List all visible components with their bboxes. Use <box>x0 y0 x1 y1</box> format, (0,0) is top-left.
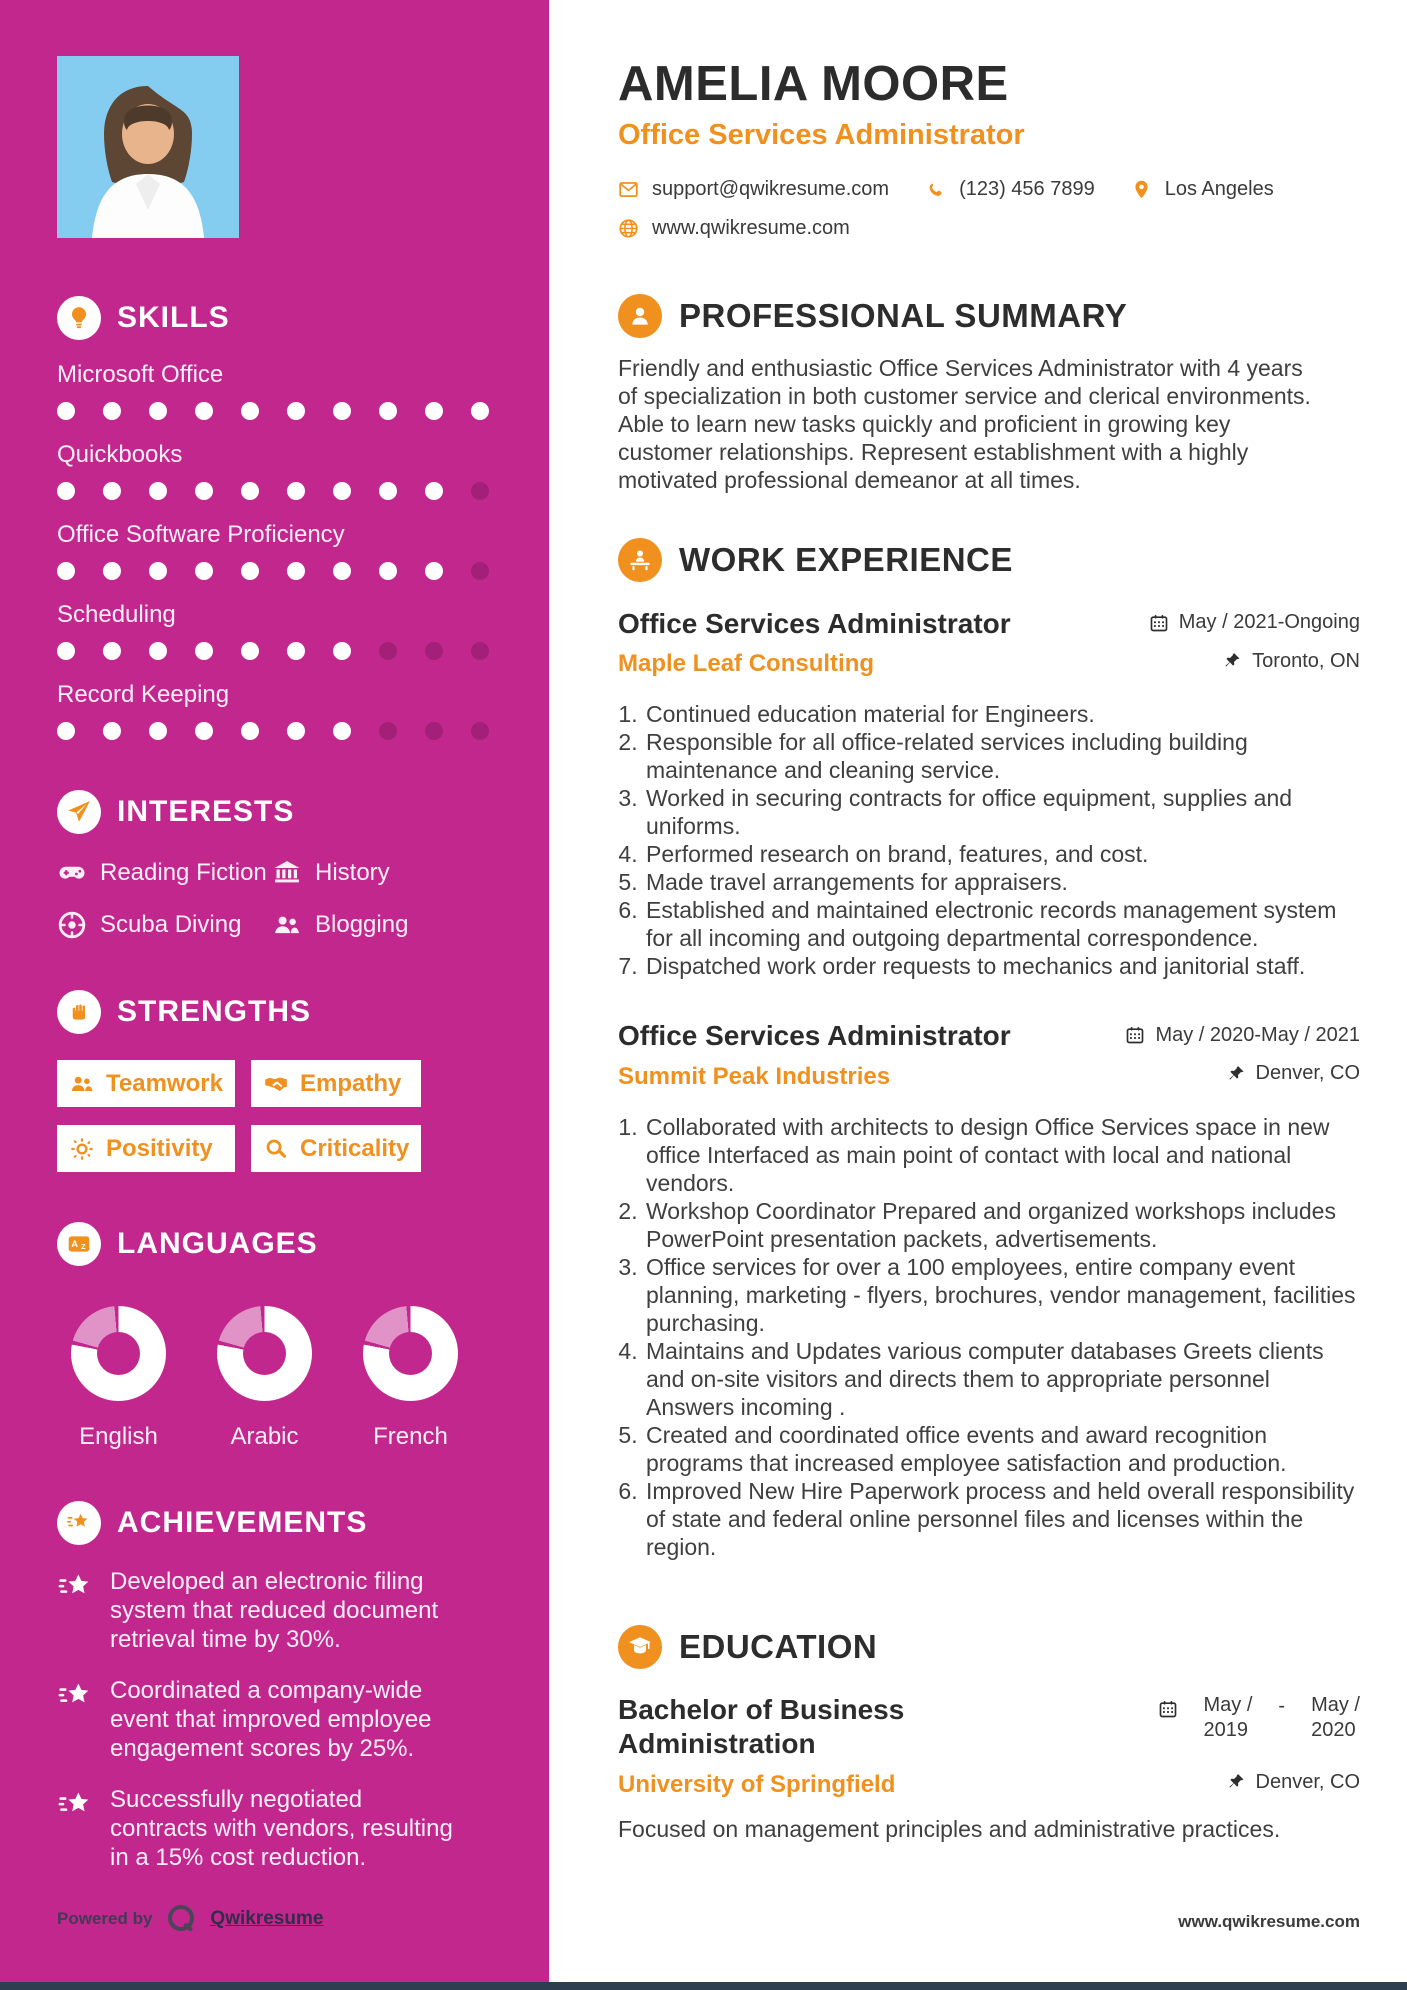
achievement-text: Developed an electronic filing system that reduced document retrieval time by 30%. <box>110 1568 439 1653</box>
summary-title: PROFESSIONAL SUMMARY <box>679 296 1128 334</box>
skill-dot-rating <box>57 562 499 580</box>
strengths-title: STRENGTHS <box>117 995 312 1028</box>
contact-value[interactable]: support@qwikresume.com <box>652 177 890 200</box>
svg-text:Z: Z <box>81 1242 86 1252</box>
person-job-title: Office Services Administrator <box>618 118 1025 151</box>
skills-title: SKILLS <box>117 301 230 334</box>
skill-dot-filled <box>287 722 305 740</box>
job-bullet: 3. Office services for over a 100 employees, entire company event planning, marketing - flyers, brochures, vendor management, facilities purchasing. <box>644 1253 1356 1337</box>
school-name: University of Springfield <box>618 1771 896 1799</box>
calendar-icon <box>1158 1699 1178 1719</box>
interests-section <box>57 790 499 940</box>
summary-header <box>618 294 1360 338</box>
interest-label: Reading Fiction <box>100 859 267 886</box>
job-bullet: 4. Performed research on brand, features, and cost. <box>644 840 1356 868</box>
globe-icon <box>618 218 639 239</box>
sun-icon <box>69 1136 95 1162</box>
strength-label: Criticality <box>300 1134 410 1162</box>
achievements-header <box>57 1501 499 1545</box>
job-bullet: 2. Responsible for all office-related services including building maintenance and cleaning service. <box>644 728 1356 784</box>
sidebar <box>0 0 549 1990</box>
skill-name: Microsoft Office <box>57 361 224 388</box>
skill-dot-filled <box>195 402 213 420</box>
language-label: French <box>373 1423 448 1450</box>
strength-label: Teamwork <box>106 1069 223 1097</box>
strength-box <box>251 1060 421 1107</box>
company-name: Summit Peak Industries <box>618 1062 891 1090</box>
skill-dot-filled <box>287 482 305 500</box>
donut-hole <box>389 1332 432 1375</box>
language-label: English <box>79 1423 158 1450</box>
main-content <box>549 0 1407 1990</box>
skill-dot-filled <box>241 642 259 660</box>
job-bullet: 4. Maintains and Updates various computer databases Greets clients and on-site visitors and directs them to appropriate personnel Answers incoming . <box>644 1337 1356 1421</box>
skill-dot-dim <box>425 722 443 740</box>
job-bullet: 6. Established and maintained electronic records management system for all incoming and outgoing departmental correspondence. <box>644 896 1356 952</box>
contact-value[interactable]: (123) 456 7899 <box>959 177 1095 200</box>
education-dates <box>1158 1693 1360 1761</box>
skill-dot-filled <box>103 482 121 500</box>
achievement-item <box>57 1785 499 1872</box>
skill-dot-rating <box>57 722 499 740</box>
skill-dot-dim <box>471 722 489 740</box>
skill-dot-filled <box>241 562 259 580</box>
skill-dot-filled <box>241 482 259 500</box>
skill-dot-filled <box>425 402 443 420</box>
education-start-date: May / 2019 <box>1203 1693 1253 1741</box>
work-title: WORK EXPERIENCE <box>679 540 1013 578</box>
language-item <box>363 1306 458 1451</box>
job-header-row <box>618 608 1360 640</box>
job-bullet: 3. Worked in securing contracts for office equipment, supplies and uniforms. <box>644 784 1356 840</box>
skill-dot-filled <box>195 642 213 660</box>
education-location: Denver, CO <box>1226 1771 1360 1794</box>
skill-dot-filled <box>57 482 75 500</box>
skill-dot-dim <box>471 642 489 660</box>
qwikresume-brand-link[interactable]: Qwikresume <box>210 1908 324 1929</box>
job-bullet: 6. Improved New Hire Paperwork process and held overall responsibility of state and federal online personnel files and licenses within the region. <box>644 1477 1356 1561</box>
language-donut-chart <box>363 1306 458 1401</box>
person-name: AMELIA MOORE <box>618 57 1009 111</box>
job-dates <box>1125 1024 1360 1047</box>
skill-dot-rating <box>57 482 499 500</box>
skill-dot-filled <box>425 562 443 580</box>
shooting-star-icon <box>57 1501 101 1545</box>
job-subheader-row <box>618 1062 1360 1091</box>
job-dates <box>1149 611 1360 634</box>
job-bullet: 5. Made travel arrangements for appraisers. <box>644 868 1356 896</box>
language-item <box>71 1306 166 1451</box>
translate-icon <box>57 1222 101 1266</box>
languages-header <box>57 1222 499 1266</box>
strengths-list <box>57 1060 499 1172</box>
education-title: EDUCATION <box>679 1627 878 1665</box>
education-school-row <box>618 1771 1360 1800</box>
pushpin-icon <box>1226 1772 1246 1792</box>
skill-dot-filled <box>103 722 121 740</box>
job-role: Office Services Administrator <box>618 1020 1011 1052</box>
job-entry <box>618 608 1360 981</box>
skill-dot-filled <box>57 402 75 420</box>
skill-dot-filled <box>287 402 305 420</box>
education-end-date: May / 2020 <box>1311 1693 1360 1741</box>
museum-icon <box>272 858 302 888</box>
skill-dot-filled <box>379 482 397 500</box>
interest-item <box>272 910 499 940</box>
skill-name: Record Keeping <box>57 681 230 708</box>
profile-photo-illustration <box>57 56 239 238</box>
education-note: Focused on management principles and administrative practices. <box>618 1816 1281 1843</box>
skill-dot-filled <box>149 642 167 660</box>
skill-dot-filled <box>103 562 121 580</box>
interest-item <box>57 910 272 940</box>
job-bullet-list <box>618 1113 1356 1561</box>
contact-item <box>618 217 850 240</box>
interests-title: INTERESTS <box>117 795 295 828</box>
languages-section <box>57 1222 499 1451</box>
job-bullet-list <box>618 700 1356 980</box>
star-white-icon <box>57 1567 95 1654</box>
handshake-icon <box>263 1071 289 1097</box>
job-location-text: Denver, CO <box>1255 1062 1360 1085</box>
star-white-icon <box>57 1676 95 1763</box>
achievement-item <box>57 1567 499 1654</box>
skill-item <box>57 601 499 660</box>
contact-row-1 <box>618 178 1360 201</box>
skill-dot-filled <box>57 722 75 740</box>
job-role: Office Services Administrator <box>618 607 1011 639</box>
job-bullet: 2. Workshop Coordinator Prepared and organized workshops includes PowerPoint presentation packets, advertisements. <box>644 1197 1356 1253</box>
interest-label: Blogging <box>315 911 409 938</box>
graduation-icon <box>618 1625 662 1669</box>
strength-label: Empathy <box>300 1069 402 1097</box>
gamepad-icon <box>57 858 87 888</box>
skill-dot-filled <box>195 562 213 580</box>
skill-item <box>57 521 499 580</box>
language-label: Arabic <box>230 1423 299 1450</box>
skill-item <box>57 361 499 420</box>
work-header <box>618 538 1360 582</box>
lightbulb-icon <box>57 296 101 340</box>
achievement-text: Successfully negotiated contracts with vendors, resulting in a 15% cost reduction. <box>110 1786 453 1871</box>
job-bullet: 5. Created and coordinated office events and award recognition programs that increased employee satisfaction and production. <box>644 1421 1356 1477</box>
job-location-text: Toronto, ON <box>1252 649 1360 672</box>
powered-by-label: Powered by <box>57 1909 153 1928</box>
language-item <box>217 1306 312 1451</box>
paper-plane-icon <box>57 790 101 834</box>
phone-icon <box>925 179 946 200</box>
achievements-list <box>57 1567 499 1872</box>
skill-dot-filled <box>149 402 167 420</box>
language-donut-chart <box>71 1306 166 1401</box>
pushpin-icon <box>1226 1064 1246 1084</box>
envelope-icon <box>618 179 639 200</box>
achievements-title: ACHIEVEMENTS <box>117 1506 368 1539</box>
star-white-icon <box>57 1785 95 1872</box>
strength-box <box>57 1125 235 1172</box>
strength-label: Positivity <box>106 1134 213 1162</box>
job-entry <box>618 1020 1360 1561</box>
interests-list <box>57 858 499 940</box>
achievements-section <box>57 1501 499 1872</box>
interests-header <box>57 790 499 834</box>
contact-value[interactable]: www.qwikresume.com <box>652 216 850 239</box>
job-subheader-row <box>618 650 1360 679</box>
donut-hole <box>243 1332 286 1375</box>
team-icon <box>69 1071 95 1097</box>
skill-dot-filled <box>287 562 305 580</box>
languages-title: LANGUAGES <box>117 1227 318 1260</box>
summary-text: Friendly and enthusiastic Office Services Administrator with 4 years of specialization in both customer service and clerical environments. Able to learn new tasks quickly and proficient in growing key customer relationships. Represent establishment with a highly motivated professional demeanor at all times. <box>618 354 1311 493</box>
strength-box <box>57 1060 235 1107</box>
ball-icon <box>57 910 87 940</box>
interest-item <box>57 858 272 888</box>
achievement-text: Coordinated a company-wide event that improved employee engagement scores by 25%. <box>110 1677 432 1762</box>
language-donut-chart <box>217 1306 312 1401</box>
summary-section <box>618 294 1360 494</box>
interest-label: History <box>315 859 390 886</box>
education-section <box>618 1625 1360 1844</box>
location-pin-icon <box>1131 179 1152 200</box>
skill-dot-filled <box>149 482 167 500</box>
strength-box <box>251 1125 421 1172</box>
skill-item <box>57 681 499 740</box>
job-location <box>1222 650 1360 673</box>
skill-dot-dim <box>379 642 397 660</box>
job-header-row <box>618 1020 1360 1052</box>
job-bullet: 1. Collaborated with architects to design Office Services space in new office Interfaced as main point of contact with local and national vendors. <box>644 1113 1356 1197</box>
contact-value[interactable]: Los Angeles <box>1164 177 1274 200</box>
qwikresume-logo-icon[interactable] <box>164 1902 198 1936</box>
skill-dot-filled <box>379 402 397 420</box>
footer-website-link[interactable]: www.qwikresume.com <box>1178 1912 1360 1931</box>
skill-dot-filled <box>333 562 351 580</box>
calendar-icon <box>1125 1025 1145 1045</box>
donut-hole <box>97 1332 140 1375</box>
pushpin-icon <box>1222 651 1242 671</box>
calendar-icon <box>1149 613 1169 633</box>
skill-dot-dim <box>425 642 443 660</box>
skill-name: Quickbooks <box>57 441 183 468</box>
skill-dot-filled <box>57 562 75 580</box>
strengths-section <box>57 990 499 1172</box>
skills-list <box>57 361 499 740</box>
skill-dot-filled <box>333 402 351 420</box>
contact-item <box>925 178 1095 201</box>
skill-dot-filled <box>471 402 489 420</box>
skill-dot-filled <box>149 562 167 580</box>
job-bullet: 7. Dispatched work order requests to mechanics and janitorial staff. <box>644 952 1356 980</box>
skill-item <box>57 441 499 500</box>
contact-row-2 <box>618 217 1360 240</box>
skill-dot-dim <box>471 482 489 500</box>
languages-list <box>57 1306 499 1451</box>
degree-name: Bachelor of Business Administration <box>618 1693 905 1759</box>
interest-label: Scuba Diving <box>100 911 242 938</box>
skill-dot-dim <box>471 562 489 580</box>
strengths-header <box>57 990 499 1034</box>
interest-item <box>272 858 499 888</box>
magnifier-icon <box>263 1136 289 1162</box>
job-dates-text: May / 2020-May / 2021 <box>1155 1023 1360 1046</box>
skill-dot-filled <box>57 642 75 660</box>
skill-dot-rating <box>57 402 499 420</box>
education-degree-row <box>618 1693 1360 1761</box>
skill-dot-rating <box>57 642 499 660</box>
users-icon <box>272 910 302 940</box>
contact-item <box>1131 178 1274 201</box>
jobs-list <box>618 608 1360 1561</box>
skills-header <box>57 296 499 340</box>
achievement-item <box>57 1676 499 1763</box>
skill-dot-filled <box>333 482 351 500</box>
skill-dot-filled <box>195 722 213 740</box>
skill-name: Scheduling <box>57 601 176 628</box>
job-location <box>1226 1062 1360 1085</box>
profile-photo <box>57 56 239 238</box>
work-section <box>618 538 1360 1561</box>
person-icon <box>618 294 662 338</box>
skill-dot-filled <box>195 482 213 500</box>
skills-section <box>57 296 499 740</box>
work-desk-icon <box>618 538 662 582</box>
skill-dot-filled <box>333 722 351 740</box>
skill-dot-dim <box>379 722 397 740</box>
skill-dot-filled <box>241 722 259 740</box>
contact-item <box>618 178 889 201</box>
date-separator: - <box>1278 1694 1286 1717</box>
skill-dot-filled <box>103 402 121 420</box>
fist-icon <box>57 990 101 1034</box>
company-name: Maple Leaf Consulting <box>618 650 875 678</box>
skill-dot-filled <box>379 562 397 580</box>
skill-name: Office Software Proficiency <box>57 521 345 548</box>
bottom-accent-bar <box>0 1982 1407 1990</box>
skill-dot-filled <box>333 642 351 660</box>
skill-dot-filled <box>149 722 167 740</box>
job-dates-text: May / 2021-Ongoing <box>1178 611 1360 634</box>
education-header <box>618 1625 1360 1669</box>
skill-dot-filled <box>287 642 305 660</box>
job-bullet: 1. Continued education material for Engineers. <box>644 700 1356 728</box>
svg-text:A: A <box>71 1239 78 1250</box>
skill-dot-filled <box>241 402 259 420</box>
skill-dot-filled <box>103 642 121 660</box>
sidebar-footer <box>57 1902 323 1936</box>
skill-dot-filled <box>425 482 443 500</box>
